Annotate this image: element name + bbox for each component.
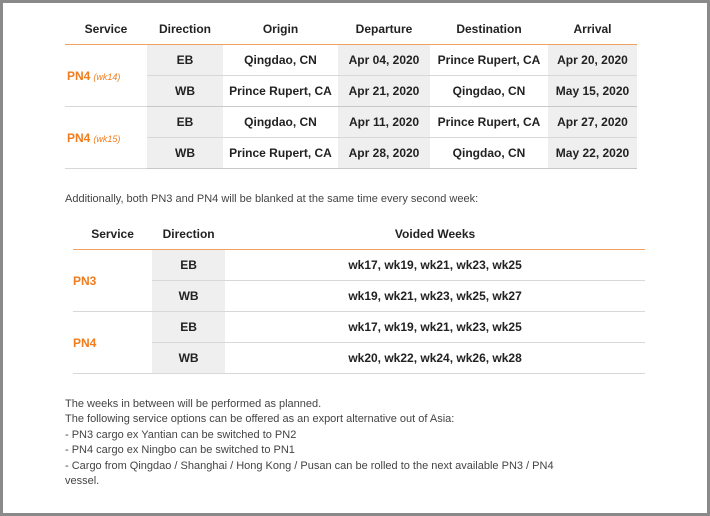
service-cell [65, 45, 147, 107]
schedule-header-row [65, 13, 637, 45]
destination-cell: Qingdao, CN [430, 138, 548, 169]
direction-cell: WB [152, 343, 225, 374]
voided-header-row [73, 219, 645, 250]
direction-cell: EB [147, 107, 223, 138]
notes-block [65, 397, 637, 489]
header-direction: Direction [152, 219, 225, 250]
service-cell [65, 107, 147, 169]
destination-cell: Prince Rupert, CA [430, 107, 548, 138]
direction-cell: EB [152, 312, 225, 343]
note-line: - PN4 cargo ex Ningbo can be switched to PN1 [65, 444, 295, 457]
origin-cell: Qingdao, CN [223, 45, 338, 76]
service-name: PN4 [73, 312, 152, 374]
direction-cell: EB [152, 250, 225, 281]
note-line: vessel. [65, 475, 100, 488]
header-origin: Origin [223, 13, 338, 45]
service-name: PN3 [73, 250, 152, 312]
voided-weeks-table [73, 219, 645, 374]
arrival-cell: Apr 20, 2020 [548, 45, 637, 76]
table-row [73, 281, 645, 312]
weeks-cell: wk17, wk19, wk21, wk23, wk25 [225, 250, 645, 281]
direction-cell: EB [147, 45, 223, 76]
service-name: PN4 [67, 130, 91, 145]
note-line: The following service options can be offered as an export alternative out of Asia: [65, 413, 455, 426]
service-name: PN4 [67, 68, 91, 83]
origin-cell: Prince Rupert, CA [223, 76, 338, 107]
destination-cell: Prince Rupert, CA [430, 45, 548, 76]
service-week: (wk14) [93, 71, 121, 82]
note-line: The weeks in between will be performed as planned. [65, 398, 322, 410]
direction-cell: WB [147, 76, 223, 107]
origin-cell: Qingdao, CN [223, 107, 338, 138]
header-service: Service [65, 13, 147, 45]
header-service: Service [73, 219, 152, 250]
note-line: - Cargo from Qingdao / Shanghai / Hong Kong / Pusan can be rolled to the next available PN3 / PN4 [65, 459, 554, 472]
departure-cell: Apr 04, 2020 [338, 45, 430, 76]
table-row [65, 76, 637, 107]
origin-cell: Prince Rupert, CA [223, 138, 338, 169]
table-row [65, 138, 637, 169]
arrival-cell: Apr 27, 2020 [548, 107, 637, 138]
header-destination: Destination [430, 13, 548, 45]
table-row [73, 312, 645, 343]
arrival-cell: May 22, 2020 [548, 138, 637, 169]
weeks-cell: wk19, wk21, wk23, wk25, wk27 [225, 281, 645, 312]
departure-cell: Apr 28, 2020 [338, 138, 430, 169]
header-voided-weeks: Voided Weeks [225, 219, 645, 250]
table-row [73, 343, 645, 374]
direction-cell: WB [152, 281, 225, 312]
destination-cell: Qingdao, CN [430, 76, 548, 107]
departure-cell: Apr 21, 2020 [338, 76, 430, 107]
header-departure: Departure [338, 13, 430, 45]
header-direction: Direction [147, 13, 223, 45]
direction-cell: WB [147, 138, 223, 169]
departure-cell: Apr 11, 2020 [338, 107, 430, 138]
note-line: - PN3 cargo ex Yantian can be switched to PN2 [65, 428, 297, 441]
weeks-cell: wk20, wk22, wk24, wk26, wk28 [225, 343, 645, 374]
table-row [73, 250, 645, 281]
arrival-cell: May 15, 2020 [548, 76, 637, 107]
weeks-cell: wk17, wk19, wk21, wk23, wk25 [225, 312, 645, 343]
additional-text: Additionally, both PN3 and PN4 will be blanked at the same time every second week: [65, 193, 479, 205]
schedule-table [65, 13, 637, 169]
table-row [65, 45, 637, 76]
table-row [65, 107, 637, 138]
header-arrival: Arrival [548, 13, 637, 45]
service-week: (wk15) [93, 133, 121, 144]
